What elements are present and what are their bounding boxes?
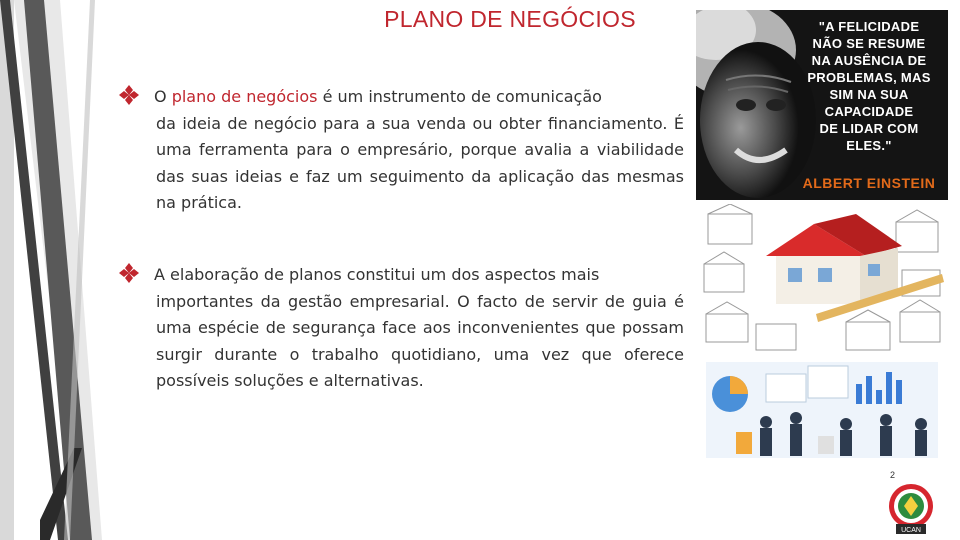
quote-author: ALBERT EINSTEIN (802, 175, 936, 191)
quote-line: NÃO SE RESUME (812, 36, 926, 51)
bullet-1-highlight: plano de negócios (171, 87, 318, 106)
quote-line: "A FELICIDADE (818, 19, 920, 34)
quote-line: ELES." (846, 138, 892, 153)
bullet-1-prefix: O (154, 87, 172, 106)
quote-line: NA AUSÊNCIA DE (811, 53, 927, 68)
diamond-bullet-icon (118, 84, 140, 106)
quote-line: SIM NA SUA (829, 87, 909, 102)
bullet-1-rest: da ideia de negócio para a sua venda ou obter financiamento. É uma ferramenta para o empresário, porque avalia a viabilidade das suas ideias e faz um seguimento da aplicação das mesmas na prática. (156, 113, 684, 212)
bullet-1-suffix: é um instrumento de comunicação (317, 87, 602, 106)
diamond-bullet-icon (118, 262, 140, 284)
ucan-logo-icon (880, 480, 942, 536)
svg-text:UCAN: UCAN (901, 527, 921, 534)
house-blueprint-illustration (696, 204, 948, 462)
left-decoration (0, 0, 120, 540)
bullet-2-rest: importantes da gestão empresarial. O facto de servir de guia é uma espécie de segurança face aos inconvenientes que possam surgir durante o trabalho quotidiano, uma vez que oferece possíveis soluções e alternativas. (156, 291, 684, 390)
quote-line: DE LIDAR COM (819, 121, 919, 136)
slide-title: PLANO DE NEGÓCIOS (384, 6, 636, 32)
quote-line: PROBLEMAS, MAS (807, 70, 931, 85)
quote-line: CAPACIDADE (824, 104, 914, 119)
page-number: 2 (890, 470, 896, 480)
business-plan-illustration (696, 204, 948, 462)
bullet-paragraph-1 (118, 84, 684, 217)
bullet-2-first-line: A elaboração de planos constitui um dos aspectos mais (154, 265, 600, 284)
einstein-quote-text (790, 18, 948, 154)
bullet-paragraph-2 (118, 262, 684, 395)
bullet-1-first-line (118, 87, 602, 106)
